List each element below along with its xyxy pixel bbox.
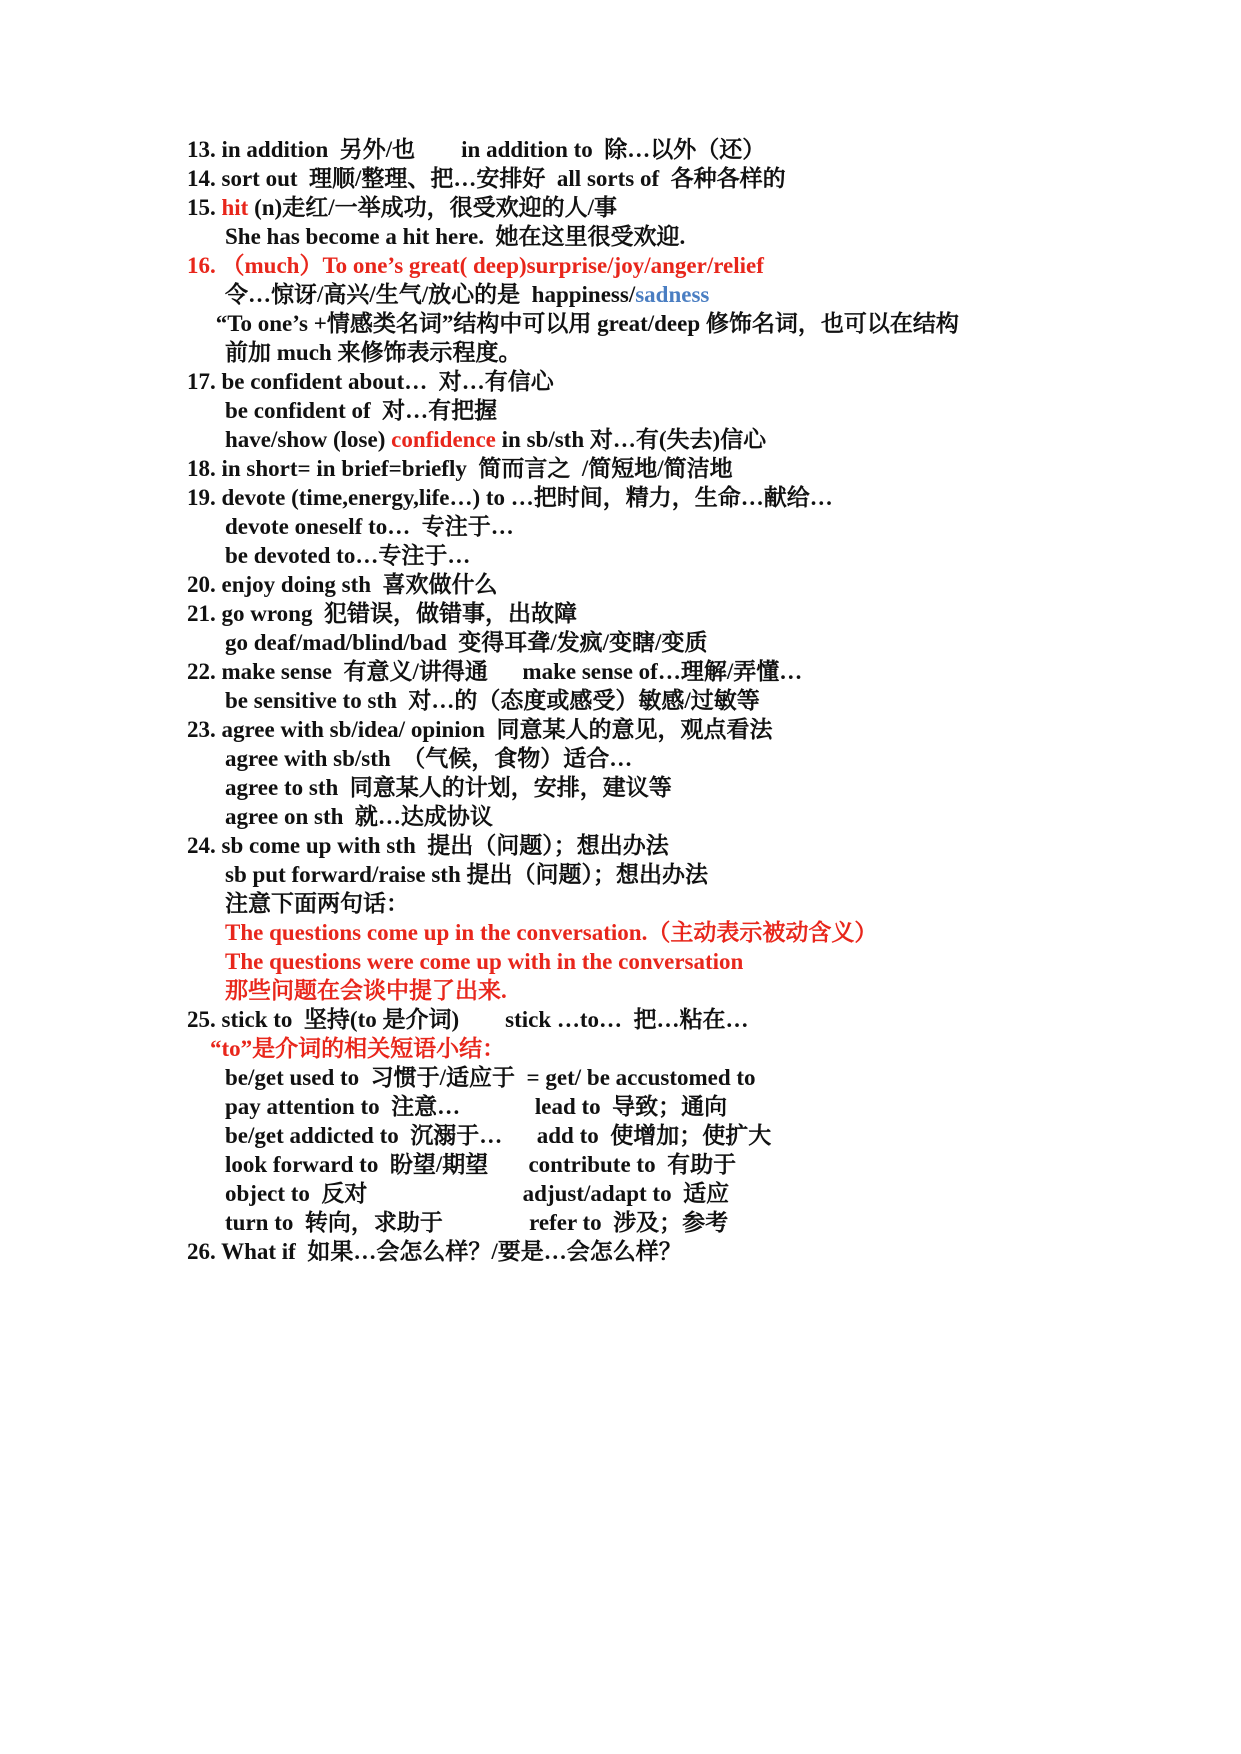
item-19: 19. devote (time,energy,life…) to …把时间，精力，生命…献给… bbox=[187, 485, 833, 510]
item-15-meaning: (n)走红/一举成功，很受欢迎的人/事 bbox=[248, 195, 617, 220]
item-26: 26. What if 如果…会怎么样？/要是…会怎么样？ bbox=[187, 1239, 682, 1264]
item-25-summary-heading: “to”是介词的相关短语小结： bbox=[210, 1036, 506, 1061]
item-16-meaning-text: 令…惊讶/高兴/生气/放心的是 happiness/ bbox=[225, 282, 636, 307]
item-16-meaning bbox=[225, 280, 709, 310]
item-17-c-start: have/show (lose) bbox=[225, 427, 392, 452]
item-25-f: turn to 转向，求助于 refer to 涉及；参考 bbox=[225, 1210, 729, 1235]
item-24-b: sb put forward/raise sth 提出（问题）；想出办法 bbox=[225, 862, 709, 887]
item-17-b: be confident of 对…有把握 bbox=[225, 398, 498, 423]
item-23-d: agree on sth 就…达成协议 bbox=[225, 804, 493, 829]
item-18: 18. in short= in brief=briefly 简而言之 /简短地/简洁地 bbox=[187, 456, 733, 481]
item-15-example: She has become a hit here. 她在这里很受欢迎. bbox=[225, 224, 686, 249]
item-17-c-end: in sb/sth 对…有(失去)信心 bbox=[495, 427, 767, 452]
item-22-b: be sensitive to sth 对…的（态度或感受）敏感/过敏等 bbox=[225, 688, 760, 713]
item-20: 20. enjoy doing sth 喜欢做什么 bbox=[187, 572, 498, 597]
item-23-c: agree to sth 同意某人的计划，安排，建议等 bbox=[225, 775, 672, 800]
item-16: 16. （much）To one’s great( deep)surprise/joy/anger/relief bbox=[187, 253, 764, 278]
item-22: 22. make sense 有意义/讲得通 make sense of…理解/弄懂… bbox=[187, 659, 803, 684]
item-25-d: look forward to 盼望/期望 contribute to 有助于 bbox=[225, 1152, 737, 1177]
item-23: 23. agree with sb/idea/ opinion 同意某人的意见，观点看法 bbox=[187, 717, 773, 742]
item-25-e: object to 反对 adjust/adapt to 适应 bbox=[225, 1181, 730, 1206]
item-17: 17. be confident about… 对…有信心 bbox=[187, 369, 554, 394]
item-16-sadness: sadness bbox=[635, 282, 710, 307]
item-25-c: be/get addicted to 沉溺于… add to 使增加；使扩大 bbox=[225, 1123, 772, 1148]
item-24: 24. sb come up with sth 提出（问题）；想出办法 bbox=[187, 833, 669, 858]
item-14: 14. sort out 理顺/整理、把…安排好 all sorts of 各种各样的 bbox=[187, 166, 786, 191]
item-19-c: be devoted to…专注于… bbox=[225, 543, 471, 568]
item-24-translation: 那些问题在会谈中提了出来. bbox=[225, 978, 507, 1003]
item-19-b: devote oneself to… 专注于… bbox=[225, 514, 514, 539]
item-16-note-cont: 前加 much 来修饰表示程度。 bbox=[225, 340, 522, 365]
item-13: 13. in addition 另外/也 in addition to 除…以外（还） bbox=[187, 137, 766, 162]
item-17-confidence: confidence bbox=[391, 427, 496, 452]
item-25: 25. stick to 坚持(to 是介词) stick …to… 把…粘在… bbox=[187, 1007, 749, 1032]
item-17-c bbox=[225, 425, 766, 455]
item-21: 21. go wrong 犯错误，做错事，出故障 bbox=[187, 601, 577, 626]
item-15-number: 15. bbox=[187, 195, 222, 220]
item-23-b: agree with sb/sth （气候，食物）适合… bbox=[225, 746, 633, 771]
item-24-example-2: The questions were come up with in the conversation bbox=[225, 949, 744, 974]
item-24-example-1: The questions come up in the conversation.（主动表示被动含义） bbox=[225, 920, 878, 945]
item-15-keyword: hit bbox=[221, 195, 249, 220]
item-25-a: be/get used to 习惯于/适应于 = get/ be accustomed to bbox=[225, 1065, 756, 1090]
item-15 bbox=[187, 193, 617, 223]
item-24-c: 注意下面两句话： bbox=[225, 891, 409, 916]
item-25-b: pay attention to 注意… lead to 导致；通向 bbox=[225, 1094, 728, 1119]
item-21-b: go deaf/mad/blind/bad 变得耳聋/发疯/变瞎/变质 bbox=[225, 630, 708, 655]
item-16-note: “To one’s +情感类名词”结构中可以用 great/deep 修饰名词，也可以在结构 bbox=[210, 311, 959, 336]
